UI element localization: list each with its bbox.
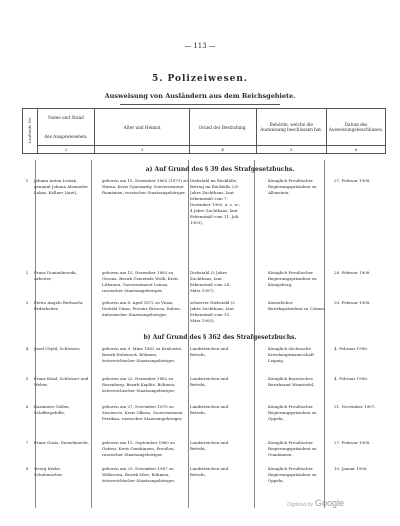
section-title: 5. Polizeiwesen. — [151, 74, 249, 84]
page-number: — 113 — — [184, 42, 216, 50]
header-name: Name und Stand des Ausgewiesenen. — [37, 109, 95, 146]
table-row: 6 Kazimierz Gollen, Schiffergehilfe, geboren am 27. November 1870 zu Zawiercie, Kreis Olkusz, Gouvernement Petrikau, russischer Staatsangehöriger, Landstreichen und Betteln, Königlich Preußischer Regierungspräsident zu Oppeln, 21. November 1907. — [25, 404, 376, 421]
subtitle-rule — [120, 104, 280, 105]
table-row: 3 Pietro Angelo Berluschi, Erdarbeiter, geboren am 8. April 1872 zu Vinza, Distrikt Vinza, Provinz Brescia, Italien, italienischer Staatsangehöriger, schwerer Diebstahl (2 Jahre Zuchthaus, laut Erkenntniß vom 15. März 1905), Kaiserlicher Bezirkspräsident zu Colmar, 20. Februar 1908. — [25, 300, 371, 323]
header-num-4: 4 — [189, 146, 256, 154]
header-datum: Datum des Ausweisungsbeschlusses. — [327, 109, 386, 146]
table-row: 5 Franz Kinzl, Schlosser und Weber, geboren am 22. Dezember 1882 zu Rosenberg, Bezirk Kaplitz, Böhmen, österreichischer Staatsangehöriger, Landstreichen und Betteln, Königlich Bayerisches Bezirksamt Wunsiedel, 4. Februar 1908. — [25, 376, 369, 393]
table-row: 2 Franz Dominikowski, Arbeiter, geboren am 15. Dezember 1883 zu Grosna, Bezirk Gemeinde Wolk, Kreis Lithauen, Gouvernement Lomza, russischer Staatsangehöriger, Diebstahl (3 Jahre Zuchthaus, laut Erkenntniß vom 24. März 1907), Königlich Preußischer Regierungspräsident zu Königsberg, 28. Februar 1908. — [25, 270, 371, 293]
rows-b — [22, 346, 386, 492]
header-alter: Alter und Heimat — [95, 109, 189, 146]
table-row: 4 Josef Chytil, Schlosser, geboren am 9. März 1882 zu Kralowitz, Bezirk Hoheneck, Böhmen, österreichischer Staatsangehöriger, Landstreichen und Betteln, Königlich Sächsische Kreishauptmannschaft Leipzig, 4. Februar 1908. — [25, 346, 369, 363]
category-heading-b: b) Auf Grund des § 362 des Strafgesetzbuchs. — [143, 334, 297, 341]
header-num-5: 5 — [256, 146, 327, 154]
section-subtitle: Ausweisung von Ausländern aus dem Reichsgebiete. — [104, 92, 296, 100]
digitized-by-google-watermark: Digitized by Google — [287, 498, 344, 508]
header-num-3: 3 — [95, 146, 189, 154]
header-nr: Laufende Nr. — [23, 109, 38, 154]
table-row: 7 Franz Gusis, Dienstknecht, geboren am 15. September 1869 zu Gutten, Kreis Gumbinnen, Preußen, russischer Staatsangehöriger, Landstreichen und Betteln, Königlich Preußischer Regierungspräsident zu Gumbinnen, 27. Februar 1908. — [25, 440, 371, 457]
rows-a — [22, 178, 386, 326]
header-grund: Grund der Bestrafung. — [189, 109, 256, 146]
header-num-2: 2 — [37, 146, 95, 154]
table-header — [22, 108, 386, 154]
category-heading-a: a) Auf Grund des § 39 des Strafgesetzbuchs. — [145, 166, 295, 173]
header-behorde: Behörde, welche die Ausweisung beschlossen hat. — [256, 109, 327, 146]
table-row: 1 Johann Anton Lesiak, genannt Johann Alexander Lukas, Kellner (Arzt), geboren am 15. Dezember 1863 (1873) zu Warna, Kreis Gyarmathy, Souvernement Rumänien, russischer Staatsangehöriger, Diebstahl im Rückfalle, Betrug im Rückfalle (20 Jahre Zuchthaus, laut Erkenntniß vom 7. Dezember 1900, u. s. w.; 4 Jahre Zuchthaus, laut Erkenntniß vom 11. Juli 1903), Königlich Preußischer Regierungspräsident zu Allenstein, 27. Februar 1908. — [25, 178, 371, 225]
table-row: 8 Georg Kerbe, Schuhmacher, geboren am 29. November 1887 zu Willerowa, Bezirk Mies, Böhmen, österreichischer Staatsangehöriger, Landstreichen und Betteln, Königlich Preußischer Regierungspräsident zu Oppeln, 10. Januar 1908. — [25, 466, 368, 483]
header-num-6: 6 — [327, 146, 386, 154]
